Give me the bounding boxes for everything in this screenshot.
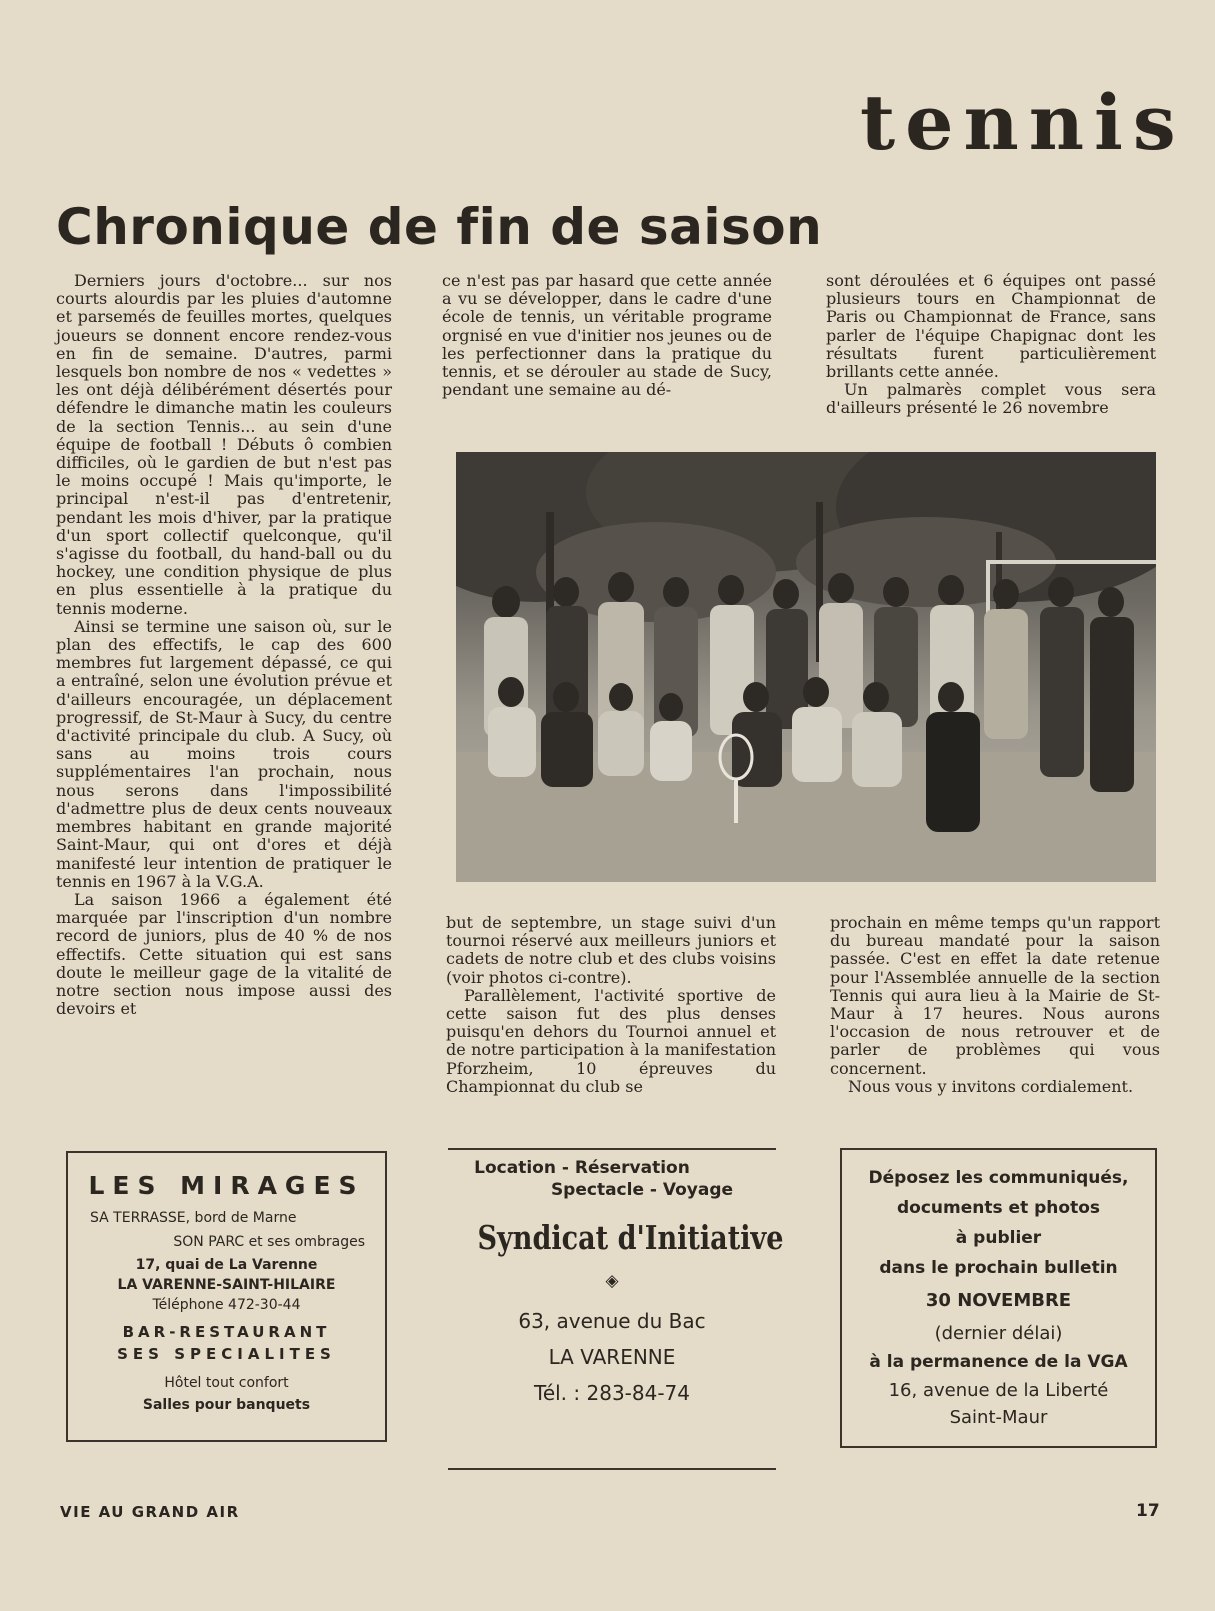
paragraph: Derniers jours d'octobre... sur nos courts alourdis par les pluies d'automne et parsemés de feuilles mortes, quelques joueurs se donnent encore rendez-vous en fin de semaine. D'autres, parmi lesquels bon nombre de nos « vedettes » les ont déjà délibérément désertés pour défendre le dimanche matin les couleurs de la section Tennis... au sein d'une équipe de football ! Débuts ô combien difficiles, où le gardien de but n'est pas le moins occupé ! Mais qu'importe, le principal n'est-il pas d'entretenir, pendant les mois d'hiver, par la pratique d'un sport collectif quelconque, qu'il s'agisse du football, du hand-ball ou du hockey, une condition physique de plus en plus essentielle à la pratique du tennis moderne. — [56, 271, 392, 618]
ad-syndicat-initiative — [448, 1158, 784, 1405]
paragraph: sont déroulées et 6 équipes ont passé plusieurs tours en Championnat de Paris ou Championnat de France, sans parler de l'équipe Chapignac dont les résultats furent particulièrement brillants cette année. — [826, 271, 1156, 382]
ad-phone: Tél. : 283-84-74 — [534, 1381, 690, 1405]
ornament-icon: ◈ — [605, 1271, 619, 1291]
notice-line: à publier — [955, 1228, 1042, 1248]
paragraph: La saison 1966 a également été marquée par l'inscription d'un nombre record de juniors, plus de 40 % de nos effectifs. Cette situation qui est sans doute le meilleur gage de la vitalité de notre section nous impose aussi des devoirs et — [56, 889, 392, 1019]
ad-les-mirages — [66, 1151, 387, 1442]
notice-date: 30 NOVEMBRE — [925, 1290, 1072, 1311]
notice-line: (dernier délai) — [934, 1323, 1063, 1344]
notice-line: dans le prochain bulletin — [879, 1258, 1118, 1278]
notice-line: Saint-Maur — [949, 1407, 1048, 1428]
ad-line: Spectacle - Voyage — [550, 1180, 734, 1200]
paragraph: Nous vous y invitons cordialement. — [848, 1076, 1134, 1096]
notice-line: documents et photos — [897, 1198, 1100, 1218]
paragraph: ce n'est pas par hasard que cette année a vu se développer, dans le cadre d'une école de tennis, un véritable programe orgnisé en vue d'initier nos jeunes ou de les perfectionner dans la pratique du tennis, et se dérouler au stade de Sucy, pendant une semaine au dé- — [442, 271, 772, 400]
ad-line: Téléphone 472-30-44 — [152, 1297, 301, 1313]
section-title: tennis — [860, 78, 1186, 167]
publication-name: VIE AU GRAND AIR — [60, 1503, 240, 1521]
page-number: 17 — [1136, 1501, 1160, 1521]
ad-line: Location - Réservation — [474, 1158, 690, 1178]
ad-line: SON PARC et ses ombrages — [173, 1234, 365, 1250]
ad-line: BAR-RESTAURANT — [122, 1323, 331, 1341]
ad-line: SES SPECIALITES — [117, 1345, 336, 1363]
ad-top-rule — [448, 1148, 776, 1150]
ad-title: LES MIRAGES — [88, 1171, 365, 1200]
ad-city: LA VARENNE — [548, 1345, 676, 1369]
article-column-2-bottom — [446, 914, 776, 1096]
paragraph: Un palmarès complet vous sera d'ailleurs présenté le 26 novembre — [826, 380, 1156, 418]
ad-bottom-rule — [448, 1468, 776, 1470]
ad-address: 63, avenue du Bac — [518, 1309, 706, 1333]
paragraph: Parallèlement, l'activité sportive de cette saison fut des plus denses puisqu'en dehors du Tournoi annuel et de notre participation à la manifestation Pforzheim, 10 épreuves du Championnat du club se — [446, 985, 776, 1096]
ad-line: SA TERRASSE, bord de Marne — [90, 1210, 297, 1226]
ad-line: Hôtel tout confort — [164, 1375, 289, 1391]
article-column-1 — [56, 272, 392, 1018]
notice-box — [840, 1148, 1157, 1448]
paragraph: prochain en même temps qu'un rapport du bureau mandaté pour la saison passée. C'est en effet la date retenue pour l'Assemblée annuelle de la section Tennis qui aura lieu à la Mairie de St-Maur à 17 heures. Nous aurons l'occasion de nous retrouver et de parler de problèmes qui vous concernent. — [830, 913, 1160, 1078]
ad-line: 17, quai de La Varenne — [135, 1257, 318, 1273]
ad-title: Syndicat d'Initiative — [477, 1218, 784, 1257]
team-photo — [456, 452, 1156, 882]
notice-line: à la permanence de la VGA — [869, 1352, 1128, 1372]
article-column-2-top — [442, 272, 772, 399]
notice-line: 16, avenue de la Liberté — [888, 1380, 1109, 1401]
paragraph: but de septembre, un stage suivi d'un tournoi réservé aux meilleurs juniors et cadets de notre club et des clubs voisins (voir photos ci-contre). — [446, 913, 776, 987]
notice-line: Déposez les communiqués, — [868, 1168, 1129, 1188]
article-column-3-top — [826, 272, 1156, 418]
ad-line: LA VARENNE-SAINT-HILAIRE — [117, 1277, 336, 1293]
team-photo-image — [456, 452, 1156, 882]
article-headline: Chronique de fin de saison — [56, 198, 823, 256]
ad-line: Salles pour banquets — [142, 1397, 311, 1413]
paragraph: Ainsi se termine une saison où, sur le plan des effectifs, le cap des 600 membres fut largement dépassé, ce qui a entraîné, selon une évolution prévue et d'ailleurs encouragée, un déplacement progressif, de St-Maur à Sucy, du centre d'activité principale du club. A Sucy, où sans au moins trois cours supplémentaires l'an prochain, nous nous serons dans l'impossibilité d'admettre plus de deux cents nouveaux membres habitant en grande majorité Saint-Maur, qui ont d'ores et déjà manifesté leur intention de pratiquer le tennis en 1967 à la V.G.A. — [56, 616, 392, 891]
article-column-3-bottom — [830, 914, 1160, 1096]
